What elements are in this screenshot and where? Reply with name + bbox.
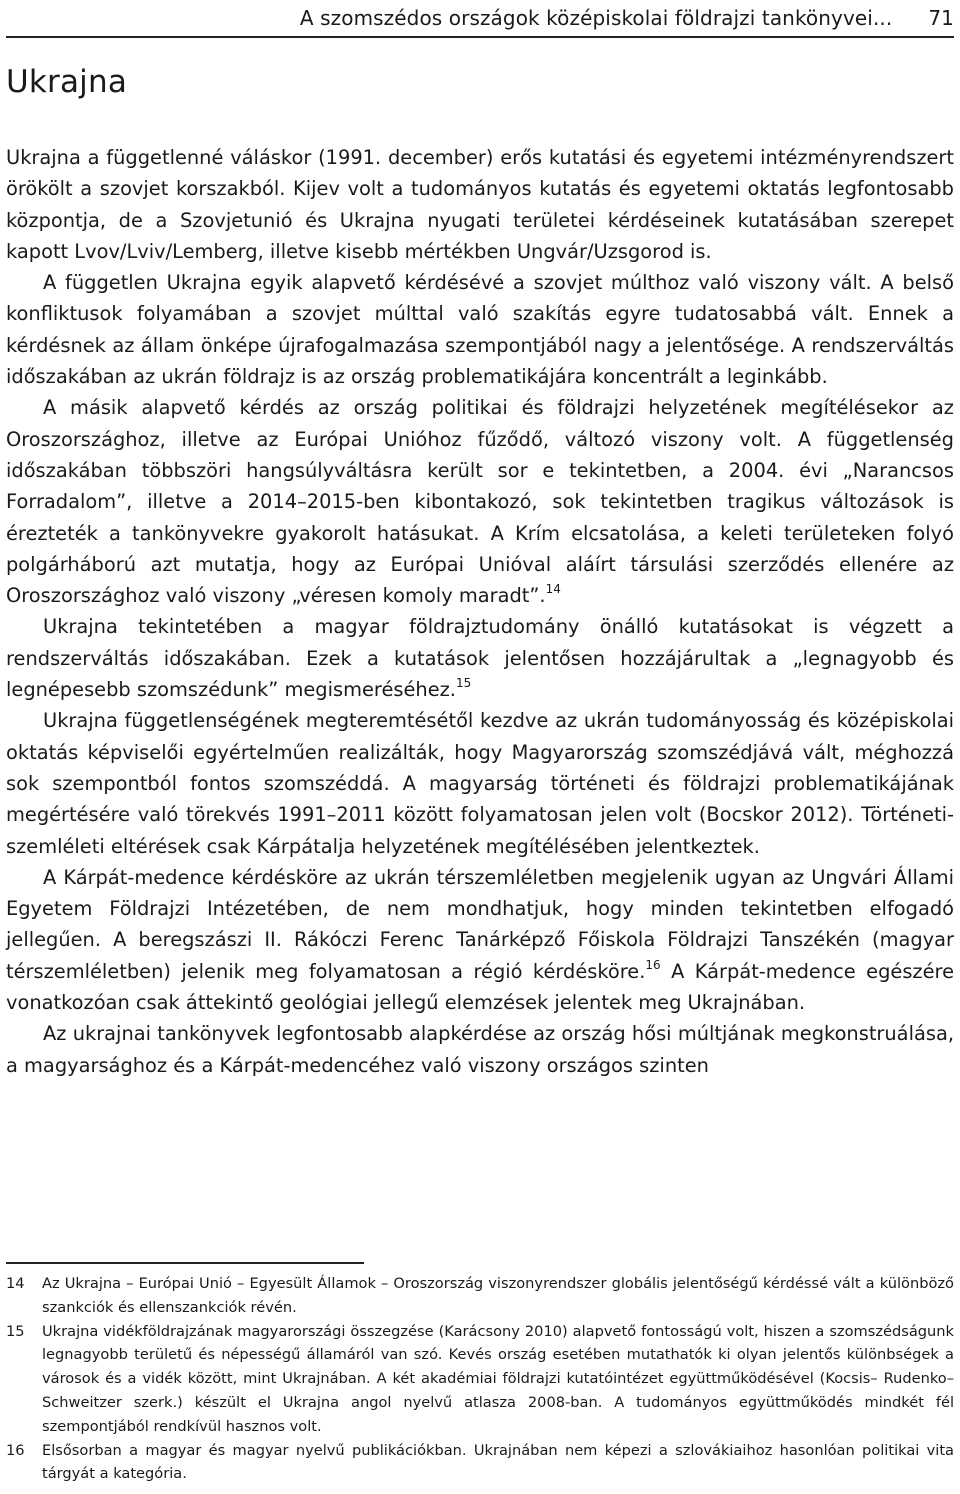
footnote-number: 15 xyxy=(6,1322,25,1340)
paragraph-text: A másik alapvető kérdés az ország politikai és földrajzi helyzetének megítélésekor az Oroszországhoz, illetve az Európai Unióhoz fűződő, változó viszony volt. A függetlenség időszakában többszöri hangsúlyváltásra került sor e tekintetben, a 2004. évi „Narancsos Forradalom”, illetve a 2014–2015-ben kibontakozó, sok tekintetben tragikus változások is érezteték a tankönyvekre gyakorolt hatásukat. A Krím elcsatolása, a keleti területeken folyó polgárháború azt mutatja, hogy az Európai Unióval aláírt társulási szerződés ellenére az Oroszországhoz való viszony „véresen komoly maradt”. xyxy=(6,396,954,608)
footnote-number: 16 xyxy=(6,1441,25,1459)
footnote-text: Az Ukrajna – Európai Unió – Egyesült Államok – Oroszország viszonyrendszer globális jelentőségű kérdéssé vált a különböző szankciók és ellenszankciók révén. xyxy=(42,1275,954,1316)
running-header-title: A szomszédos országok középiskolai földrajzi tankönyvei... xyxy=(299,6,893,30)
paragraph xyxy=(6,267,954,392)
paragraph-text: A Kárpát-medence egészére vonatkozóan csak áttekintő geológiai jellegű elemzések jelentek meg Ukrajnában. xyxy=(6,959,955,1015)
paragraph xyxy=(6,1018,954,1081)
paragraph xyxy=(6,142,954,267)
paragraph-text: Ukrajna tekintetében a magyar földrajztudomány önálló kutatásokat is végzett a rendszerváltás időszakában. Ezek a kutatások jelentősen hozzájárultak a „legnagyobb és legnépesebb szomszédunk” megismeréséhez. xyxy=(6,615,954,702)
paragraph-text: A független Ukrajna egyik alapvető kérdésévé a szovjet múlthoz való viszony vált. A belső konfliktusok folyamában a szovjet múlttal való szakítás egyre tudatosabbá vált. Ennek a kérdésnek az állam önképe újrafogalmazása szempontjából nagy a jelentősége. A rendszerváltás időszakában az ukrán földrajz is az ország problematikájára koncentrált a leginkább. xyxy=(6,271,954,389)
body-text xyxy=(6,142,954,1081)
paragraph-text: Ukrajna a függetlenné váláskor (1991. december) erős kutatási és egyetemi intézményrendszert örökölt a szovjet korszakból. Kijev volt a tudományos kutatás és egyetemi oktatás legfontosabb központja, de a Szovjetunió és Ukrajna nyugati területei kérdéseinek kutatásában szerepet kapott Lvov/Lviv/Lemberg, illetve kisebb mértékben Ungvár/Uzsgorod is. xyxy=(6,146,954,263)
footnotes xyxy=(6,1272,954,1486)
footnote xyxy=(6,1272,954,1320)
chapter-title: Ukrajna xyxy=(6,64,128,100)
paragraph xyxy=(6,862,954,1018)
paragraph xyxy=(6,705,954,861)
paragraph-text: A Kárpát-medence kérdésköre az ukrán térszemléletben megjelenik ugyan az Ungvári Állami Egyetem Földrajzi Intézetében, de nem mondhatjuk, hogy minden tekintetben elfogadó jellegűen. A beregszászi II. Rákóczi Ferenc Tanárképző Főiskola Földrajzi Tanszékén (magyar térszemléletben) jelenik meg folyamatosan a régió kérdésköre. xyxy=(6,865,954,983)
footnote-ref[interactable]: 15 xyxy=(455,676,472,691)
page-number: 71 xyxy=(928,6,954,30)
paragraph xyxy=(6,611,954,705)
footnote-text: Elsősorban a magyar és magyar nyelvű publikációkban. Ukrajnában nem képezi a szlovákiaihoz hasonlóan politikai vita tárgyát a kategória. xyxy=(42,1441,954,1483)
paragraph-text: Ukrajna függetlenségének megteremtésétől kezdve az ukrán tudományosság és középiskolai oktatás képviselői egyértelműen realizálták, hogy Magyarország szomszédjává vált, méghozzá sok szempontból fontos szomszéddá. A magyarság történeti és földrajzi problematikájának megértésére való törekvés 1991–2011 között folyamatosan jelen volt (Bocskor 2012). Történeti-szemléleti eltérések csak Kárpátalja helyzetének megítélésében jelentkeztek. xyxy=(6,709,954,858)
footnote-ref[interactable]: 16 xyxy=(645,957,661,972)
footnote-text: Ukrajna vidékföldrajzának magyarországi összegzése (Karácsony 2010) alapvető fontosságú volt, hiszen a szomszédságunk legnagyobb területű és népességű államáról van szó. Kevés ország esetében mutathatók ki olyan jelentős különbségek a városok és a vidék között, mint Ukrajnában. A két akadémiai földrajzi kutatóintézet együttműködésével (Kocsis– Rudenko–Schweitzer szerk.) készült el Ukrajna angol nyelvű atlasza 2008-ban. A tudományos együttműködés mindkét fél szempontjából rendkívül hasznos volt. xyxy=(42,1322,954,1435)
paragraph xyxy=(6,392,954,611)
paragraph-text: Az ukrajnai tankönyvek legfontosabb alapkérdése az ország hősi múltjának megkonstruálása, a magyarsághoz és a Kárpát-medencéhez való viszony országos szinten xyxy=(6,1022,954,1077)
footnote-divider xyxy=(6,1262,364,1264)
footnote-ref[interactable]: 14 xyxy=(545,582,561,597)
footnote xyxy=(6,1439,954,1487)
footnote-number: 14 xyxy=(6,1275,25,1292)
footnote xyxy=(6,1320,954,1439)
running-header xyxy=(6,0,954,38)
